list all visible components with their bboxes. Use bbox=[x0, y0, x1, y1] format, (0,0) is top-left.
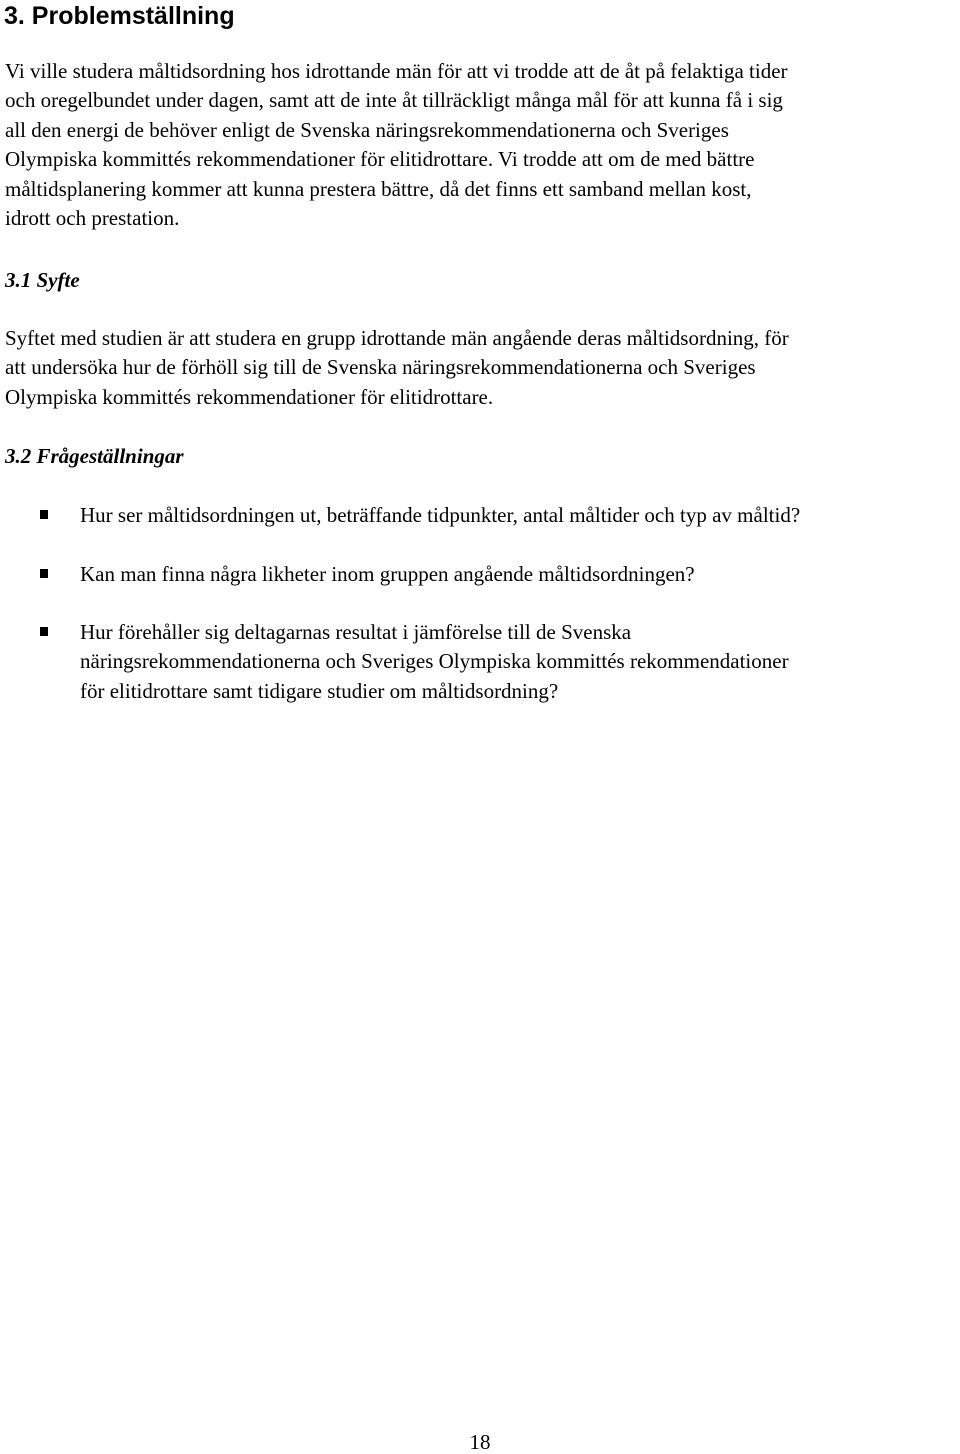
page-number: 18 bbox=[469, 1430, 491, 1454]
intro-line: idrott och prestation. bbox=[5, 205, 180, 230]
intro-line: Olympiska kommittés rekommendationer för elitidrottare. Vi trodde att om de med bättre bbox=[5, 147, 755, 172]
section-heading-fragestallningar: 3.2 Frågeställningar bbox=[5, 444, 184, 468]
syfte-line: att undersöka hur de förhöll sig till de Svenska näringsrekommendationerna och Sveriges bbox=[5, 355, 756, 380]
question-line: Kan man finna några likheter inom gruppen angående måltidsordningen? bbox=[80, 562, 695, 586]
square-bullet-icon bbox=[40, 569, 48, 578]
intro-line: och oregelbundet under dagen, samt att de inte åt tillräckligt många mål för att kunna få i sig bbox=[5, 88, 783, 113]
question-line: näringsrekommendationerna och Sveriges Olympiska kommittés rekommendationer bbox=[80, 649, 789, 674]
intro-line: måltidsplanering kommer att kunna prestera bättre, då det finns ett samband mellan kost, bbox=[5, 176, 752, 201]
question-line: Hur förehåller sig deltagarnas resultat i jämförelse till de Svenska bbox=[80, 620, 632, 644]
page-title: 3. Problemställning bbox=[4, 2, 235, 30]
square-bullet-icon bbox=[40, 627, 48, 636]
question-line: Hur ser måltidsordningen ut, beträffande tidpunkter, antal måltider och typ av måltid? bbox=[80, 503, 801, 527]
intro-line: all den energi de behöver enligt de Svenska näringsrekommendationerna och Sveriges bbox=[5, 117, 729, 142]
question-text bbox=[80, 501, 955, 530]
syfte-line: Syftet med studien är att studera en grupp idrottande män angående deras måltidsordning, för bbox=[5, 326, 789, 350]
syfte-line: Olympiska kommittés rekommendationer för elitidrottare. bbox=[5, 384, 494, 409]
question-text bbox=[80, 560, 955, 589]
section-heading-syfte: 3.1 Syfte bbox=[5, 268, 80, 292]
question-line: för elitidrottare samt tidigare studier om måltidsordning? bbox=[80, 678, 559, 703]
question-text bbox=[80, 618, 955, 706]
square-bullet-icon bbox=[40, 510, 48, 519]
syfte-paragraph bbox=[5, 324, 955, 412]
intro-paragraph bbox=[5, 57, 955, 233]
intro-line: Vi ville studera måltidsordning hos idrottande män för att vi trodde att de åt på felaktiga tider bbox=[5, 59, 788, 83]
